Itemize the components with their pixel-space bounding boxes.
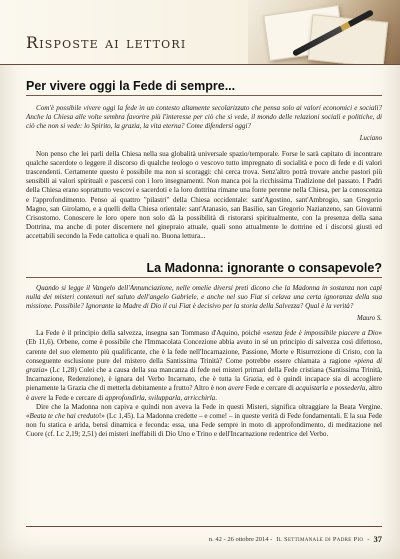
publication-name: Il Settimanale di Padre Pio	[276, 535, 364, 543]
page-header	[0, 0, 400, 65]
section2-answer-paragraph-1: La Fede è il principio della salvezza, insegna san Tommaso d'Aquino, poiché «senza fede è impossibile piacere a Dio» (Eb 11,6). Orbene, come è possibile che l'Immacolata Concezione abbia avuto in sé un principio di salvezza così difettoso, carente del suo elemento più qualificante, che è la fede nell'Incarnazione, Passione, Morte e Risurrezione di Cristo, con la conseguente esclusione pure del mistero della Santissima Trinità? Come potrebbe essere chiamata a ragione «piena di grazia» (Lc 1,28) Colei che a causa della sua mancanza di fede nei misteri primari della Fede cristiana (Santissima Trinità, Incarnazione, Redenzione), è ignara del Verbo Incarnato, che è tutta la Grazia, ed è quindi incapace sia di accogliere pienamente la Grazia che di metterla debitamente a frutto? Altro è non avere Fede e cercare di acquistarla e possederla, altro è avere la Fede e cercare di approfondirla, svilupparla, arricchirla.	[26, 329, 383, 402]
section1-signature: Luciano	[359, 134, 382, 142]
page-number: 37	[373, 534, 382, 544]
section2-question: Quando si legge il Vangelo dell'Annunciazione, nelle omelie diversi preti dicono che la Madonna in sostanza non capì nulla dei misteri contenuti nel saluto dell'angelo Gabriele, e anche nel suo Fiat si celava una certa ignoranza della sua missione. Possibile? Ignorante la Madre di Dio il cui Fiat è decisivo per la storia della Salvezza? Qual è la verità?	[26, 283, 382, 311]
section1-rule	[26, 95, 382, 96]
section2-answer-paragraph-2: Dire che la Madonna non capiva e quindi non aveva la Fede in questi Misteri, significa oltraggiare la Beata Vergine. «Beata te che hai creduto!» (Lc 1,45). La Madonna credette – e come! – in queste verità di Fede fondamentali. E la sua Fede non fu statica e arida, bensì dinamica e feconda: essa, una Fede sempre in moto di approfondimento, di meditazione nel Cuore (cf. Lc 2,19; 2,51) dei misteri ineffabili di Dio Uno e Trino e dell'Incarnazione redentrice del Verbo.	[26, 402, 382, 439]
page-footer	[26, 526, 382, 551]
section2-rule	[26, 277, 382, 278]
section1-title: Per vivere oggi la Fede di sempre...	[26, 79, 236, 93]
section2-title: La Madonna: ignorante o consapevole?	[146, 260, 382, 275]
issue-info: n. 42 - 26 ottobre 2014 -	[208, 535, 273, 543]
column-title: Risposte ai lettori	[26, 33, 187, 52]
section2-signature: Mauro S.	[356, 315, 382, 323]
section1-answer: Non penso che lei parli della Chiesa nella sua globalità universale spazio/temporale. Forse le sarà capitato di incontrare qualche sacerdote o leggere il discorso di qualche teologo o vescovo tutto impregnato di socialità e poco di fede e di valori trascendenti. Certamente questo è possibile ma non si scoraggi: chi cerca trova. Senz'altro potrà trovare anche pastori più sensibili ai valori spirituali e pascersi con i loro insegnamenti. Non manca poi la ricchissima Tradizione del passato. I Padri della Chiesa erano soprattutto vescovi e sacerdoti e la loro dottrina rimane una fonte perenne nella Chiesa, per la conoscenza e l'approfondimento. Penso ai quattro "pilastri" della Chiesa occidentale: sant'Agostino, sant'Ambrogio, san Gregorio Magno, san Girolamo, e a quelli della Chiesa orientale: sant'Atanasio, san Basilio, san Gregorio Nazianzeno, san Giovanni Crisostomo. Conoscere le loro opere non solo dà la possibilità di ristorarsi spiritualmente, con la presenza della sana Dottrina, ma anche di poter discernere nel ginepraio attuale, quali sono attualmente le dottrine ed i discorsi giusti ed accettabili secondo la Fede cattolica e quali no. Buona lettura...	[26, 149, 382, 241]
header-photo	[248, 0, 400, 64]
section1-question: Com'è possibile vivere oggi la fede in un contesto altamente secolarizzato che pensa solo ai valori economici e sociali? Anche la Chiesa alle volte sembra favorire più l'interesse per ciò che si vede, il mondo delle relazioni sociali e politiche, di ciò che non si vede: lo Spirito, la grazia, la vita eterna? Come difendersi oggi?	[26, 104, 382, 131]
footer-separator: -	[367, 535, 370, 543]
